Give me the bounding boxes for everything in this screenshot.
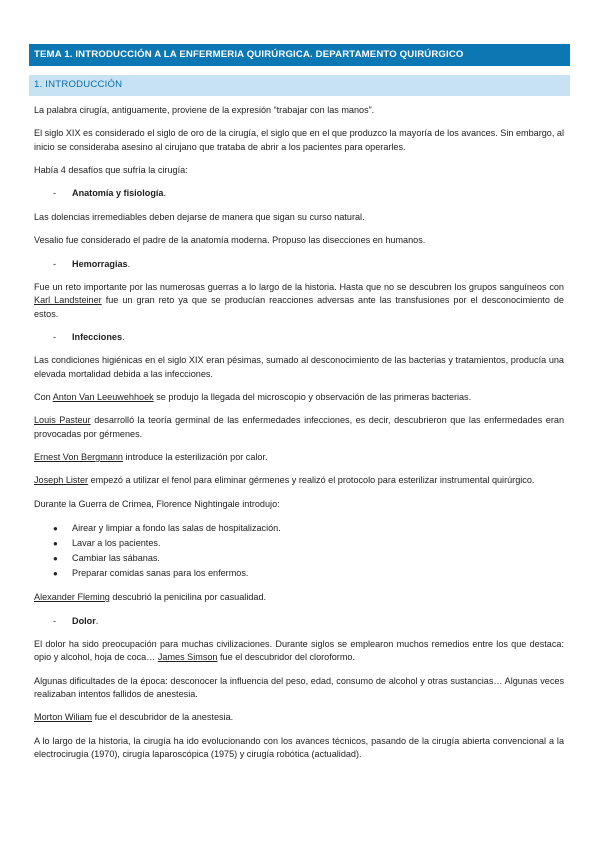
paragraph [34,474,564,487]
document-title-banner [29,44,570,66]
person-reference: Morton Wiliam [34,712,93,723]
document-body [34,104,564,771]
paragraph: Durante la Guerra de Crimea, Florence Nightingale introdujo: [34,498,280,509]
text-run: se produjo la llegada del microscopio y observación de las primeras bacterias. [153,392,472,403]
dash-marker: - [53,615,57,626]
list-item-text: Preparar comidas sanas para los enfermos. [72,568,249,579]
paragraph: La palabra cirugía, antiguamente, proviene de la expresión “trabajar con las manos”. [34,105,375,115]
paragraph [34,281,564,321]
bullet-icon: ● [53,554,58,564]
paragraph: El siglo XIX es considerado el siglo de oro de la cirugía, el siglo que en el que produzco la mayoría de los avances. Sin embargo, al inicio se consideraba asesino al cirujano que trataba de abrir a los pacientes para operarles. [34,128,564,152]
paragraph: Vesalio fue considerado el padre de la anatomía moderna. Propuso las disecciones en humanos. [34,235,426,246]
text-run: Fue un reto importante por las numerosas guerras a lo largo de la historia. Hasta que no se descubren los grupos sanguíneos con [34,281,564,292]
text-run: introduce la esterilización por calor. [122,452,268,463]
subheading-item: - Infecciones. [34,331,564,344]
person-reference: Anton Van Leeuwehhoek [52,392,154,403]
text-run: Con [34,392,53,403]
subheading-item: - Dolor. [34,615,564,628]
list-item-text: Cambiar las sábanas. [72,553,160,564]
paragraph [34,591,564,604]
text-run: fue el descubridor del cloroformo. [217,652,355,663]
paragraph [34,711,564,724]
text-run: empezó a utilizar el fenol para eliminar gérmenes y realizó el protocolo para esterilizar instrumental quirúrgico. [88,475,535,486]
person-reference: Alexander Fleming [34,592,110,603]
bullet-list [34,521,564,581]
person-reference: Louis Pasteur [34,415,91,426]
paragraph: A lo largo de la historia, la cirugía ha ido evolucionando con los avances técnicos, pasando de la cirugía abierta convencional a la electrocirugía (1970), cirugía laparoscópica (1975) y cirugía robótica (actualidad). [34,735,564,760]
list-item-text: Airear y limpiar a fondo las salas de hospitalización. [72,523,281,534]
subheading-item: - Anatomía y fisiología. [34,187,564,200]
subheading-label: Hemorragias [72,258,128,269]
text-run: desarrolló la teoría germinal de las enfermedades infecciones, es decir, descubrieron que las enfermedades eran provocadas por gérmenes. [34,415,565,439]
paragraph: Algunas dificultades de la época: desconocer la influencia del peso, edad, consumo de alcohol y otras sustancias… Algunas veces realizaban intentos fallidos de anestesia. [34,675,564,699]
paragraph [34,391,564,404]
bullet-icon: ● [53,569,58,579]
section-heading: 1. INTRODUCCIÓN [34,79,123,91]
paragraph: Había 4 desafíos que sufría la cirugía: [34,165,188,176]
person-reference: Joseph Lister [34,475,89,486]
text-run: El dolor ha sido preocupación para muchas civilizaciones. Durante siglos se emplearon muchos remedios entre los que destaca: opio y alcohol, hoja de coca… [34,638,564,663]
bullet-icon: ● [53,524,58,534]
paragraph [34,414,564,441]
list-item-text: Lavar a los pacientes. [72,538,161,549]
paragraph: Las condiciones higiénicas en el siglo XIX eran pésimas, sumado al desconocimiento de las bacterias y tratamientos, producía una elevada mortalidad debida a las infecciones. [34,355,564,379]
person-reference: James Simson [157,652,218,663]
document-title: TEMA 1. INTRODUCCIÓN A LA ENFERMERIA QUIRÚRGICA. DEPARTAMENTO QUIRÚRGICO [34,48,464,60]
section-heading-bar [29,75,570,96]
dash-marker: - [53,331,57,342]
list-item [34,551,564,566]
paragraph [34,638,564,665]
person-reference: Karl Landsteiner [34,295,102,306]
dash-marker: - [53,258,57,269]
text-run: descubrió la penicilina por casualidad. [109,592,267,603]
dash-marker: - [53,188,57,199]
paragraph [34,451,564,464]
list-item [34,536,564,551]
bullet-icon: ● [53,539,58,549]
subheading-item: - Hemorragias. [34,258,564,271]
paragraph: Las dolencias irremediables deben dejarse de manera que sigan su curso natural. [34,211,365,222]
subheading-label: Dolor [72,615,96,626]
list-item [34,521,564,536]
text-run: fue un gran reto ya que se producían reacciones adversas ante las transfusiones por el desconocimiento de estos. [34,295,564,319]
text-run: fue el descubridor de la anestesia. [92,712,234,723]
list-item [34,566,564,581]
person-reference: Ernest Von Bergmann [34,452,123,463]
subheading-label: Infecciones [72,331,123,342]
subheading-label: Anatomía y fisiología [72,188,164,199]
